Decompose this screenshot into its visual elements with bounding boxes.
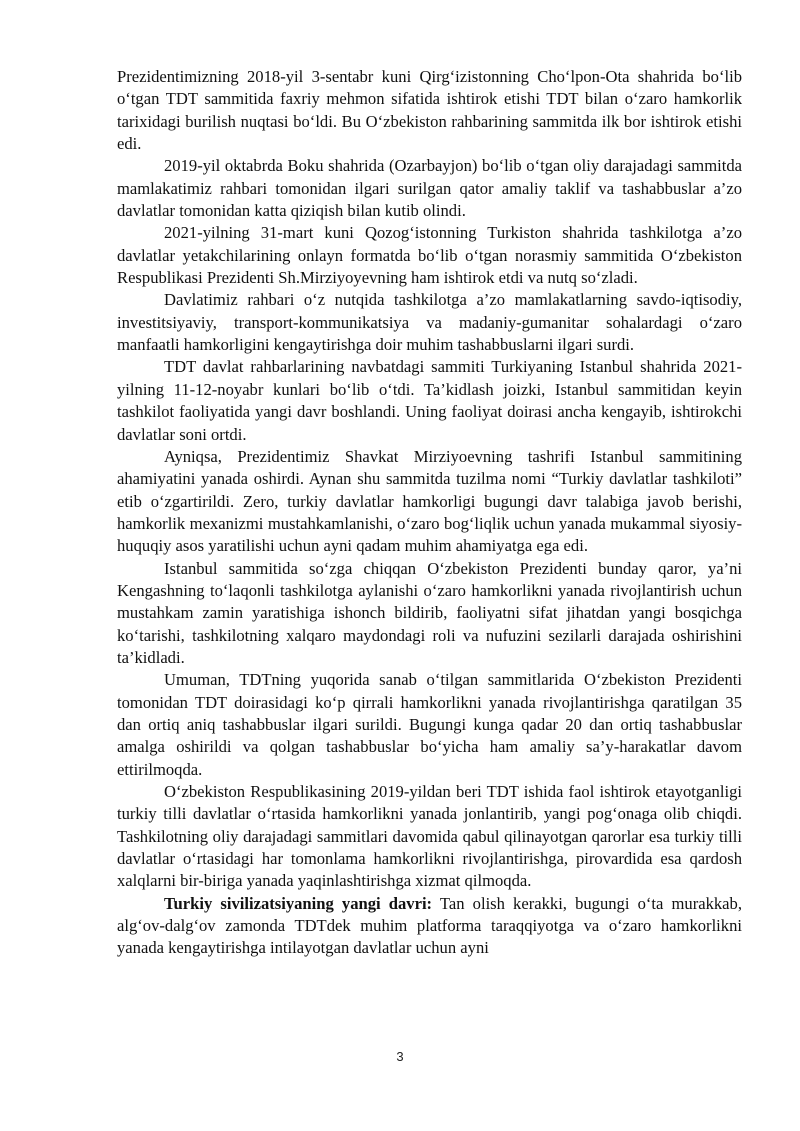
section-paragraph: [117, 893, 742, 960]
paragraph: O‘zbekiston Respublikasining 2019-yildan beri TDT ishida faol ishtirok etayotganligi turkiy tilli davlatlar o‘rtasida hamkorlikni yanada jonlantirib, yangi pog‘onaga olib chiqdi. Tashkilotning oliy darajadagi sammitlari davomida qabul qilinayotgan qarorlar esa turkiy tilli davlatlar o‘rtasidagi har tomonlama hamkorlikni rivojlantirishga, pirovardida esa qardosh xalqlarni bir-biriga yanada yaqinlashtirishga xizmat qilmoqda.: [117, 782, 742, 891]
paragraph: Prezidentimizning 2018-yil 3-sentabr kuni Qirg‘izistonning Cho‘lpon-Ota shahrida bo‘lib o‘tgan TDT sammitida faxriy mehmon sifatida ishtirok etishi TDT bilan o‘zaro hamkorlik tarixidagi burilish nuqtasi bo‘ldi. Bu O‘zbekiston rahbarining sammitda ilk bor ishtirok etishi edi.: [117, 67, 742, 154]
paragraph: Istanbul sammitida so‘zga chiqqan O‘zbekiston Prezidenti bunday qaror, ya’ni Kengashning to‘laqonli tashkilotga aylanishi o‘zaro hamkorlikni yanada rivojlantirish uchun mustahkam zamin yaratishiga ishonch bildirib, faoliyatni sifat jihatdan yangi bosqichga ko‘tarishi, tashkilotning xalqaro maydondagi roli va nufuzini sezilarli darajada oshirishini ta’kidladi.: [117, 558, 742, 667]
paragraph: Davlatimiz rahbari o‘z nutqida tashkilotga a’zo mamlakatlarning savdo-iqtisodiy, investitsiyaviy, transport-kommunikatsiya va madaniy-gumanitar sohalardagi o‘zaro manfaatli hamkorligini kengaytirishga doir muhim tashabbuslarni ilgari surdi.: [117, 290, 742, 355]
document-body: [117, 66, 742, 960]
paragraph: Umuman, TDTning yuqorida sanab o‘tilgan sammitlarida O‘zbekiston Prezidenti tomonidan TDT doirasidagi ko‘p qirrali hamkorlikni yanada rivojlantirishga qaratilgan 35 dan ortiq aniq tashabbuslar ilgari surildi. Bugungi kunga qadar 20 dan ortiq tashabbuslar amalga oshirildi va qolgan tashabbuslar bo‘yicha ham amaliy sa’y-harakatlar davom ettirilmoqda.: [117, 670, 742, 779]
paragraph: 2019-yil oktabrda Boku shahrida (Ozarbayjon) bo‘lib o‘tgan oliy darajadagi sammitda mamlakatimiz rahbari tomonidan ilgari surilgan qator amaliy taklif va tashabbuslar a’zo davlatlar tomonidan katta qiziqish bilan kutib olindi.: [117, 156, 742, 221]
paragraph: TDT davlat rahbarlarining navbatdagi sammiti Turkiyaning Istanbul shahrida 2021-yilning 11-12-noyabr kunlari bo‘lib o‘tdi. Ta’kidlash joizki, Istanbul sammitidan keyin tashkilot faoliyatida yangi davr boshlandi. Uning faoliyat doirasi ancha kengayib, ishtirokchi davlatlar soni ortdi.: [117, 357, 742, 444]
paragraph: 2021-yilning 31-mart kuni Qozog‘istonning Turkiston shahrida tashkilotga a’zo davlatlar yetakchilarining onlayn formatda bo‘lib o‘tgan norasmiy sammitida O‘zbekiston Respublikasi Prezidenti Sh.Mirziyoyevning ham ishtirok etdi va nutq so‘zladi.: [117, 223, 742, 288]
section-text: Tan olish kerakki, bugungi o‘ta murakkab, alg‘ov-dalg‘ov zamonda TDTdek muhim platforma taraqqiyotga va o‘zaro hamkorlikni yanada kengaytirishga intilayotgan davlatlar uchun ayni: [117, 893, 742, 958]
page-number: 3: [396, 1049, 404, 1064]
section-heading: Turkiy sivilizatsiyaning yangi davri:: [164, 893, 433, 913]
paragraph: Ayniqsa, Prezidentimiz Shavkat Mirziyoevning tashrifi Istanbul sammitining ahamiyatini yanada oshirdi. Aynan shu sammitda tuzilma nomi “Turkiy davlatlar tashkiloti” etib o‘zgartirildi. Zero, turkiy davlatlar hamkorligi bugungi davr talabiga javob berishi, hamkorlik mexanizmi mustahkamlanishi, o‘zaro bog‘liqlik uchun yanada mukammal siyosiy-huquqiy asos yaratilishi uchun ayni qadam muhim ahamiyatga ega edi.: [117, 446, 742, 556]
